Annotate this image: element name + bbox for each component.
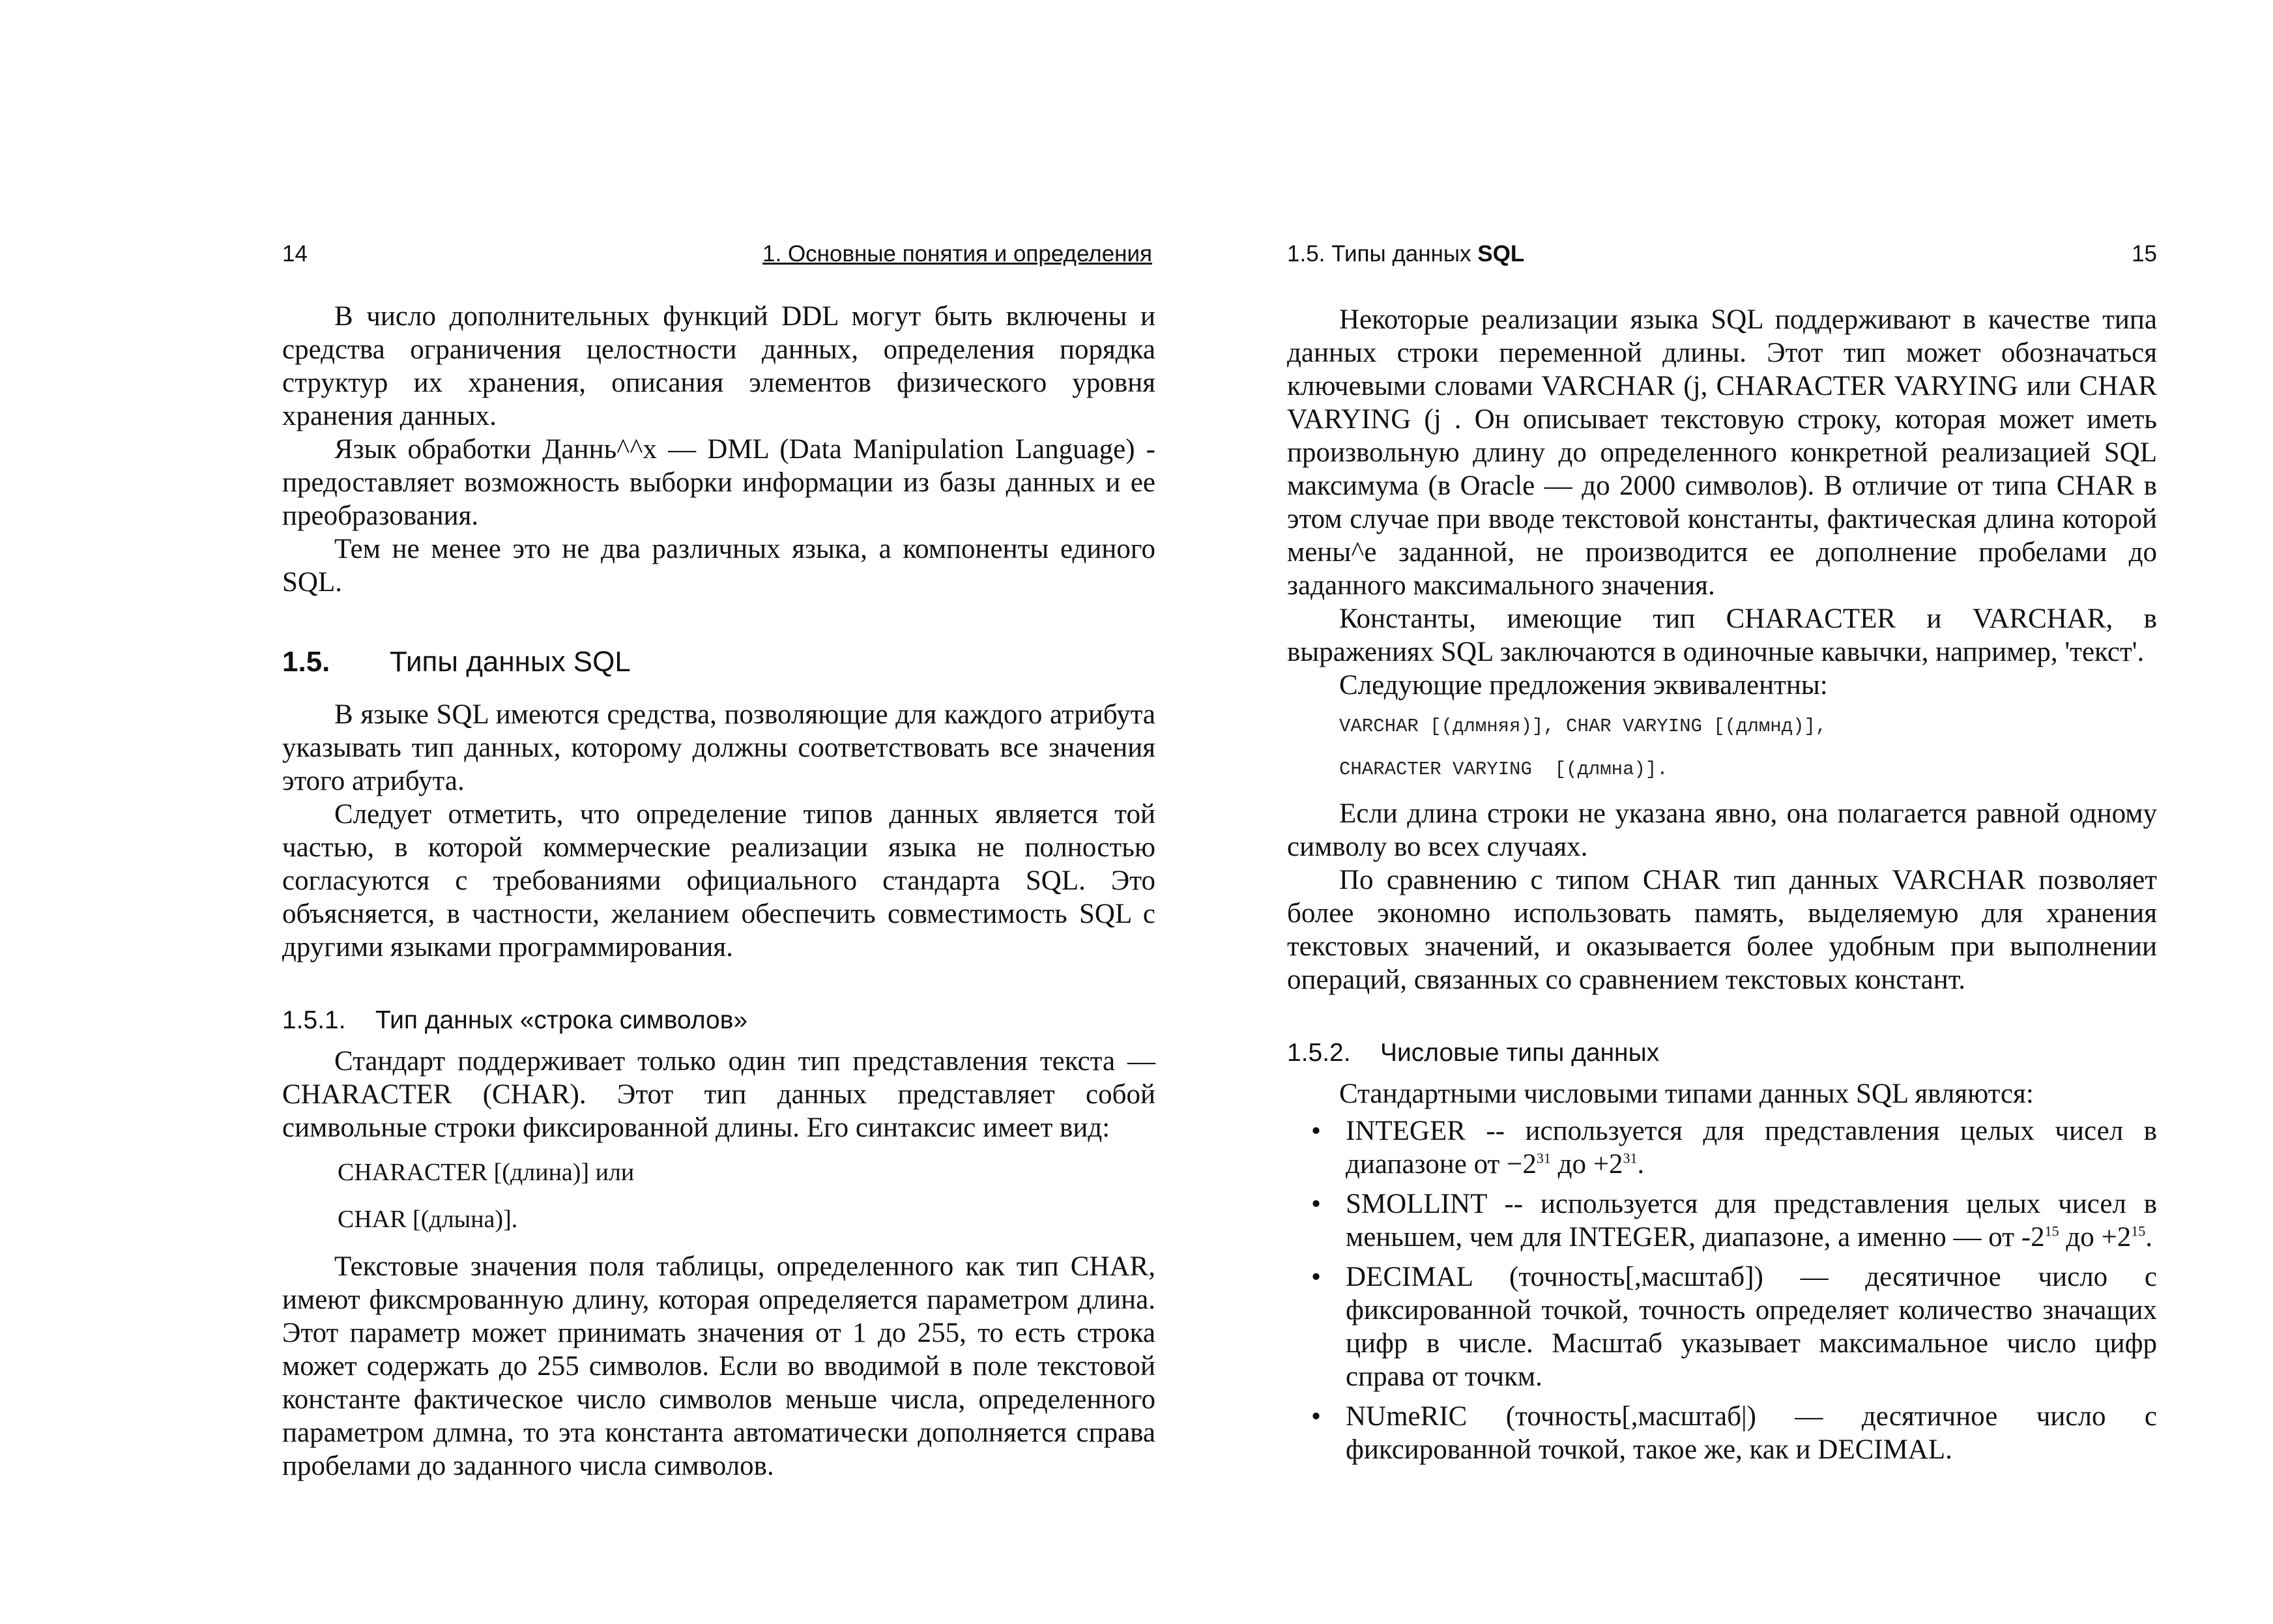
smollint-max-exp: 15 xyxy=(2131,1223,2146,1240)
subsection-number: 1.5.2. xyxy=(1287,1039,1351,1067)
smollint-text: SMOLLINT -- используется для представления целых чисел в меньшем, чем для INTEGER, диапазоне, а именно — от xyxy=(1346,1189,2157,1253)
subsection-heading-numeric xyxy=(1287,1037,2157,1069)
right-page-number: 15 xyxy=(2132,241,2157,267)
numeric-types-list xyxy=(1287,1114,2157,1466)
left-running-head xyxy=(282,238,1155,270)
bullet-icon: • xyxy=(1311,1116,1322,1146)
smollint-to: до xyxy=(2066,1222,2094,1253)
subsection-title: Числовые типы данных xyxy=(1380,1039,1660,1067)
subsection-title: Тип данных «строка символов» xyxy=(375,1006,748,1034)
integer-max-exp: 31 xyxy=(1623,1150,1638,1167)
paragraph-ddl-functions: В число дополнительных функций DDL могут быть включены и средства ограничения целостности данных, определения порядка структур их хранения, описания элементов физического уровня хранения данных. xyxy=(282,301,1155,431)
smollint-min: -2 xyxy=(2021,1222,2045,1253)
paragraph-sql-types-intro: В языке SQL имеются средства, позволяющие для каждого атрибута указывать тип данных, которому должны соответствовать все значения этого атрибута. xyxy=(282,699,1155,796)
right-running-title-text: 1.5. Типы данных xyxy=(1287,241,1471,267)
smollint-description xyxy=(1346,1187,2157,1254)
integer-to: до xyxy=(1557,1149,1586,1180)
bullet-icon: • xyxy=(1311,1189,1322,1219)
paragraph-standard-compat: Следует отметить, что определение типов данных является той частью, в которой коммерческие реализации языка не полностью согласуются с требованиями официального стандарта SQL. Это объясняется, в частности, желанием обеспечить совместимость SQL с другими языками программирования. xyxy=(282,799,1155,963)
list-item-numeric xyxy=(1287,1400,2157,1466)
paragraph-constants: Константы, имеющие тип CHARACTER и VARCHAR, в выражениях SQL заключаются в одиночные кавычки, например, 'текст'. xyxy=(1287,603,2157,667)
paragraph-components: Тем не менее это не два различных языка, а компоненты единого SQL. xyxy=(282,534,1155,598)
paragraph-dml: Язык обработки Даннь^^х — DML (Data Manipulation Language) - предоставляет возможность выборки информации из базы данных и ее преобразования. xyxy=(282,434,1155,531)
integer-end: . xyxy=(1637,1149,1645,1180)
paragraph-numeric-intro: Стандартными числовыми типами данных SQL являются: xyxy=(1339,1079,2034,1109)
paragraph-character-type: Стандарт поддерживает только один тип представления текста — CHARACTER (CHAR). Этот тип данных представляет собой символьные строки фиксированной длины. Его синтаксис имеет вид: xyxy=(282,1046,1155,1143)
integer-description xyxy=(1346,1114,2157,1181)
subsection-number: 1.5.1. xyxy=(282,1006,346,1034)
code-varchar-line2: CHARACTER VARYING [(длмна)]. xyxy=(1339,759,1668,780)
paragraph-varchar-advantage: По сравнению с типом CHAR тип данных VARCHAR позволяет более экономно использовать память, выделяемую для хранения текстовых значений, и оказывается более удобным при выполнении операций, связанных со сравнением текстовых констант. xyxy=(1287,865,2157,995)
numeric-description: NUmeRIC (точность[,масштаб|) — десятичное число с фиксированной точкой, такое же, как и DECIMAL. xyxy=(1346,1401,2157,1465)
paragraph-char-values: Текстовые значения поля таблицы, определенного как тип CHAR, имеют фиксмрованную длину, которая определяется параметром длина. Этот параметр может принимать значения от 1 до 255, то есть строка может содержать до 255 символов. Если во вводимой в поле текстовой константе фактическое число символов меньше числа, определенного параметром длмна, то эта константа автоматически дополняется справа пробелами до заданного числа символов. xyxy=(282,1251,1155,1481)
subsection-heading-string xyxy=(282,1004,1155,1037)
paragraph-default-length: Если длина строки не указана явно, она полагается равной одному символу во всех случаях. xyxy=(1287,798,2157,862)
paragraph-varchar: Некоторые реализации языка SQL поддерживают в качестве типа данных строки переменной длины. Этот тип может обозначаться ключевыми словами VARCHAR (j, CHARACTER VARYING или CHAR VARYING (j . Он описывает текстовую строку, которая может иметь произвольную длину до определенного конкретной реализацией SQL максимума (в Oracle — до 2000 символов). В отличие от типа CHAR в этом случае при вводе текстовой константы, фактическая длина которой мены^е заданной, не производится ее дополнение пробелами до заданного максимального значения. xyxy=(1287,304,2157,601)
smollint-end: . xyxy=(2145,1222,2152,1253)
decimal-description: DECIMAL (точность[,масштаб]) — десятичное число с фиксированной точкой, точность определяет количество значащих цифр в числе. Масштаб указывает максимальное число цифр справа от точкм. xyxy=(1346,1262,2157,1392)
syntax-char: CHAR [(длына)]. xyxy=(338,1206,518,1233)
section-title: Типы данных SQL xyxy=(390,646,631,678)
right-page-body xyxy=(1287,303,2157,1473)
list-item-smollint xyxy=(1287,1187,2157,1254)
smollint-min-exp: 15 xyxy=(2044,1223,2059,1240)
left-page-body xyxy=(282,300,1155,1483)
right-running-title-sql: SQL xyxy=(1477,241,1525,267)
integer-text: INTEGER -- используется для представления целых чисел в диапазоне от xyxy=(1346,1116,2157,1180)
paragraph-equivalent: Следующие предложения эквивалентны: xyxy=(1339,670,1828,701)
left-page-number: 14 xyxy=(282,241,308,267)
syntax-character: CHARACTER [(длина)] или xyxy=(338,1159,635,1186)
section-heading xyxy=(282,645,1155,680)
bullet-icon: • xyxy=(1311,1401,1322,1432)
code-varchar-line1: VARCHAR [(длмняя)], CHAR VARYING [(длмнд)], xyxy=(1339,716,1827,737)
integer-max: +2 xyxy=(1593,1149,1623,1180)
list-item-integer xyxy=(1287,1114,2157,1181)
smollint-max: +2 xyxy=(2101,1222,2132,1253)
integer-min: −2 xyxy=(1507,1149,1537,1180)
right-running-head xyxy=(1287,238,2157,270)
integer-min-exp: 31 xyxy=(1536,1150,1551,1167)
section-number: 1.5. xyxy=(282,646,330,678)
list-item-decimal xyxy=(1287,1260,2157,1393)
bullet-icon: • xyxy=(1311,1262,1322,1292)
right-running-title xyxy=(1287,238,1524,270)
left-running-title: 1. Основные понятия и определения xyxy=(762,241,1152,267)
